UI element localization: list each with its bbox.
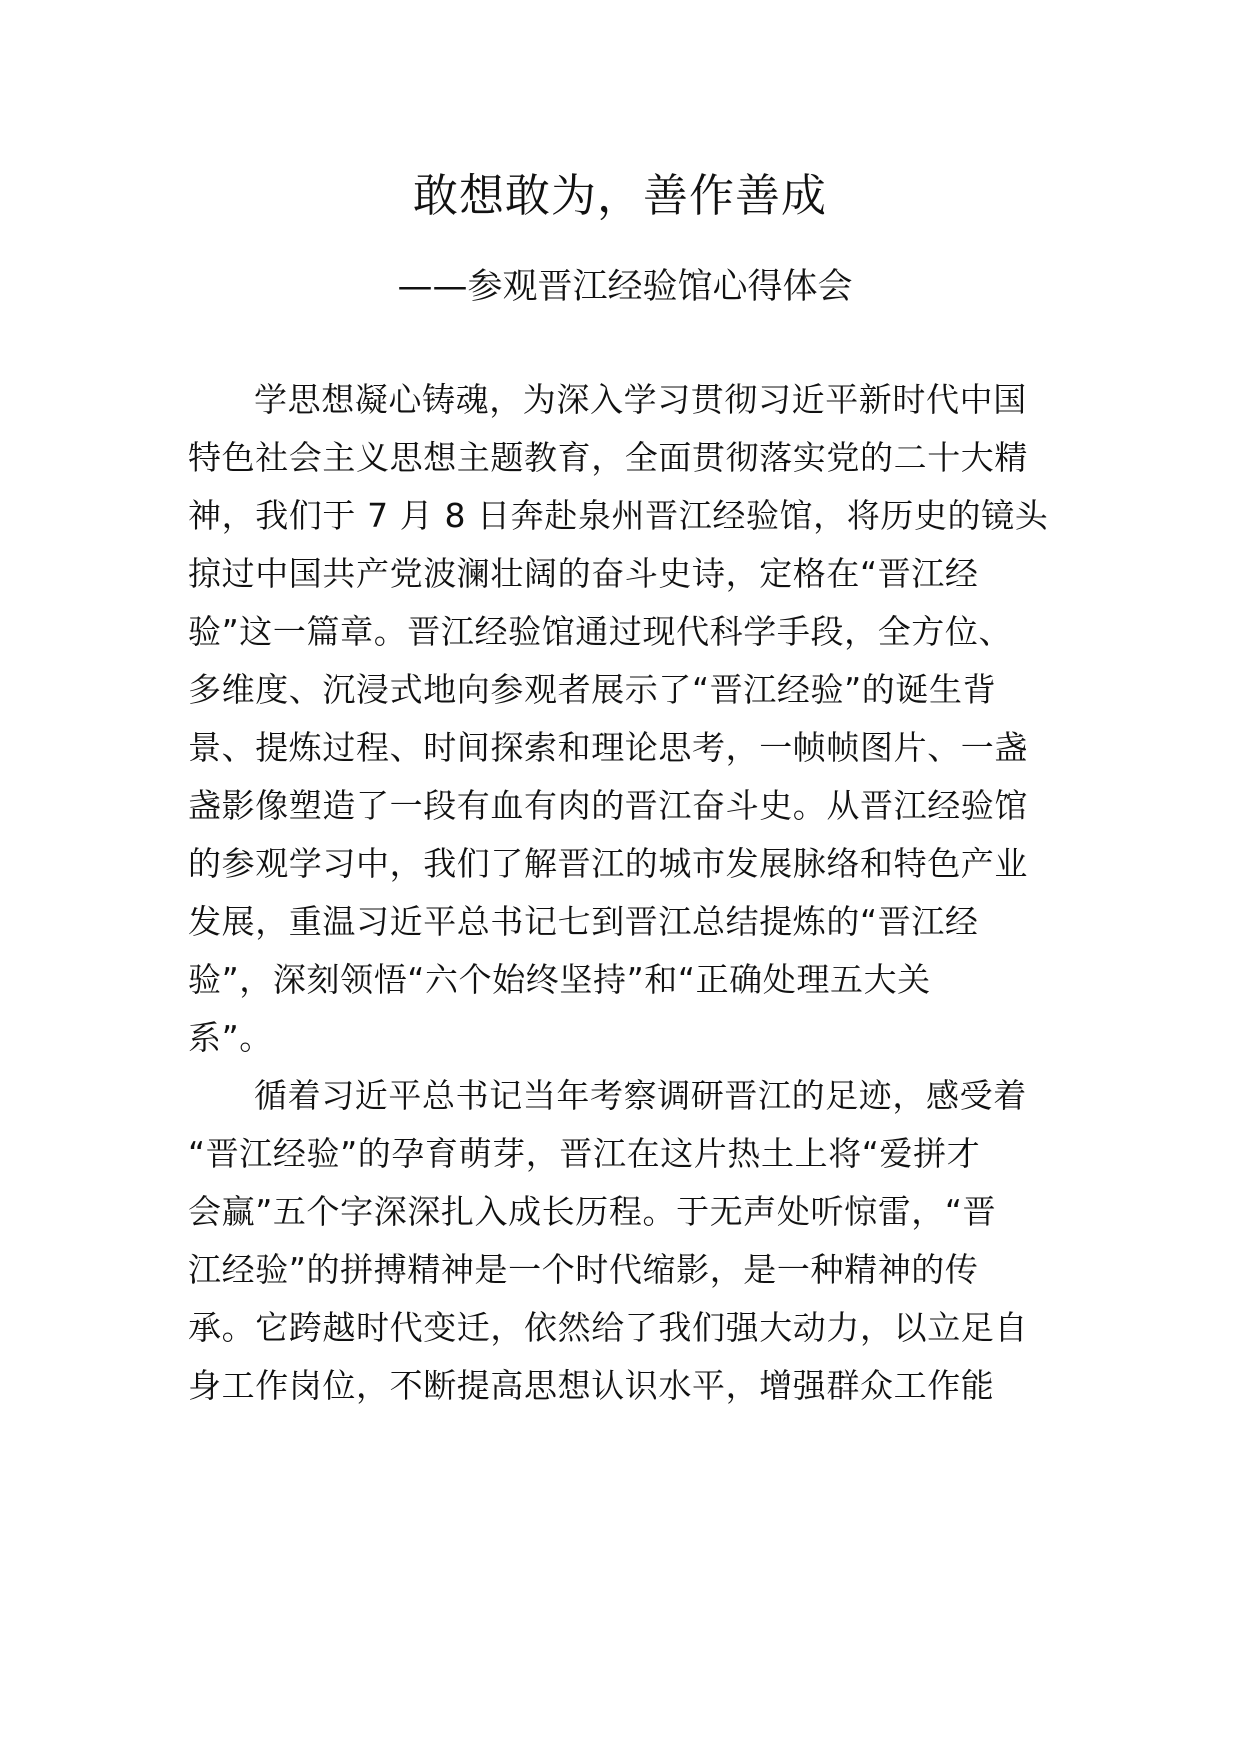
- text-line: “晋江经验”的孕育萌芽，晋江在这片热土上将“爱拼才: [188, 1134, 981, 1173]
- text-line: 身工作岗位，不断提高思想认识水平，增强群众工作能: [188, 1366, 995, 1405]
- text-line: 特色社会主义思想主题教育，全面贯彻落实党的二十大精: [188, 438, 1028, 477]
- text-line: 学思想凝心铸魂，为深入学习贯彻习近平新时代中国: [254, 380, 1027, 419]
- text-line: 循着习近平总书记当年考察调研晋江的足迹，感受着: [254, 1076, 1027, 1115]
- document-title: 敢想敢为，善作善成: [412, 169, 827, 222]
- text-line: 承。它跨越时代变迁，依然给了我们强大动力，以立足自: [188, 1308, 1028, 1347]
- text-line: 景、提炼过程、时间探索和理论思考，一帧帧图片、一盏: [188, 728, 1028, 767]
- text-line: 盏影像塑造了一段有血有肉的晋江奋斗史。从晋江经验馆: [188, 786, 1028, 825]
- document-subtitle: ——参观晋江经验馆心得体会: [397, 267, 853, 307]
- text-line: 发展，重温习近平总书记七到晋江总结提炼的“晋江经: [188, 902, 979, 941]
- text-line: 江经验”的拼搏精神是一个时代缩影，是一种精神的传: [188, 1250, 979, 1289]
- text-line: 掠过中国共产党波澜壮阔的奋斗史诗，定格在“晋江经: [188, 554, 979, 593]
- text-line: 验”这一篇章。晋江经验馆通过现代科学手段，全方位、: [188, 612, 1013, 651]
- text-line: 系”。: [188, 1018, 273, 1057]
- text-line: 验”，深刻领悟“六个始终坚持”和“正确处理五大关: [188, 960, 931, 999]
- text-line: 神，我们于 7 月 8 日奔赴泉州晋江经验馆，将历史的镜头: [188, 496, 1049, 535]
- text-line: 会赢”五个字深深扎入成长历程。于无声处听惊雷，“晋: [188, 1192, 997, 1231]
- text-line: 多维度、沉浸式地向参观者展示了“晋江经验”的诞生背: [188, 670, 997, 709]
- text-line: 的参观学习中，我们了解晋江的城市发展脉络和特色产业: [188, 844, 1028, 883]
